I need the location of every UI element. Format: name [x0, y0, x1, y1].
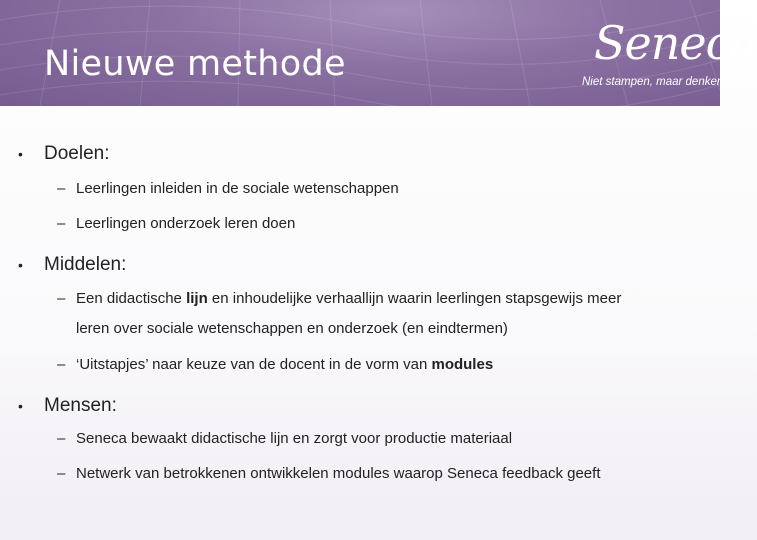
section-heading-mensen: Mensen:	[44, 395, 117, 416]
dash-icon: –	[57, 465, 66, 482]
list-item: Een didactische lijn en inhoudelijke verhaallijn waarin leerlingen stapsgewijs meer	[76, 290, 622, 307]
dash-icon: –	[57, 430, 66, 447]
dash-icon: –	[57, 215, 66, 232]
bullet-icon: •	[18, 146, 23, 162]
dash-icon: –	[57, 356, 66, 373]
list-item: Leerlingen inleiden in de sociale wetenschappen	[76, 180, 399, 197]
slide-title: Nieuwe methode	[44, 44, 346, 84]
bullet-icon: •	[18, 257, 23, 273]
logo-tagline: Niet stampen, maar denken.	[582, 76, 727, 88]
section-heading-middelen: Middelen:	[44, 254, 127, 275]
list-item: ‘Uitstapjes’ naar keuze van de docent in de vorm van modules	[76, 356, 494, 373]
logo-wordmark: Seneca	[594, 16, 757, 70]
list-item: Seneca bewaakt didactische lijn en zorgt voor productie materiaal	[76, 430, 513, 447]
list-item: Leerlingen onderzoek leren doen	[76, 215, 296, 232]
bullet-icon: •	[18, 398, 23, 414]
section-heading-doelen: Doelen:	[44, 143, 110, 164]
list-item-continuation: leren over sociale wetenschappen en onderzoek (en eindtermen)	[76, 320, 508, 337]
dash-icon: –	[57, 180, 66, 197]
list-item: Netwerk van betrokkenen ontwikkelen modules waarop Seneca feedback geeft	[76, 465, 601, 482]
dash-icon: –	[57, 290, 66, 307]
